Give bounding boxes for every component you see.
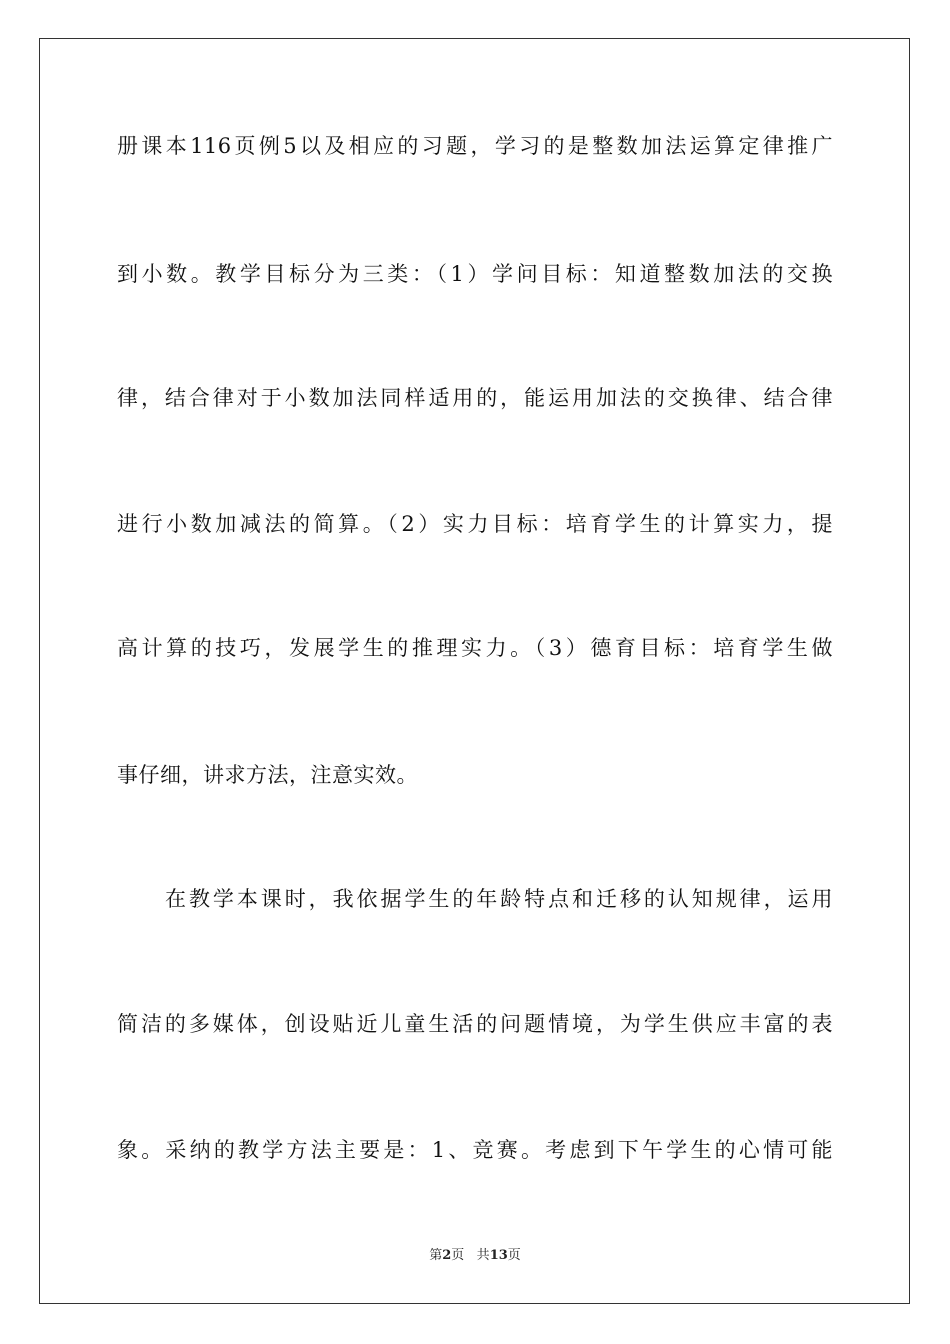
- footer-total-prefix: 共: [476, 1248, 490, 1263]
- paragraph-2-line-2: 简洁的多媒体，创设贴近儿童生活的问题情境，为学生供应丰富的表: [117, 1012, 833, 1036]
- page-border: [39, 38, 910, 1304]
- paragraph-2-line-3: 象。采纳的教学方法主要是：1、竞赛。考虑到下午学生的心情可能: [117, 1138, 833, 1162]
- body-text-line-3: 律，结合律对于小数加法同样适用的，能运用加法的交换律、结合律: [117, 386, 833, 410]
- footer-page-suffix: 页: [451, 1248, 465, 1263]
- paragraph-2-line-1: 在教学本课时，我依据学生的年龄特点和迁移的认知规律，运用: [165, 887, 833, 911]
- body-text-line-5: 高计算的技巧，发展学生的推理实力。（3）德育目标：培育学生做: [117, 636, 833, 660]
- footer-total-pages: 13: [489, 1248, 508, 1263]
- body-text-line-2: 到小数。教学目标分为三类：（1）学问目标：知道整数加法的交换: [117, 262, 833, 286]
- footer-current-page: 2: [442, 1248, 452, 1263]
- footer-total-suffix: 页: [507, 1248, 521, 1263]
- body-text-line-4: 进行小数加减法的简算。（2）实力目标：培育学生的计算实力，提: [117, 512, 833, 536]
- page-footer: [0, 1247, 950, 1265]
- body-text-line-1: 册课本116页例5以及相应的习题，学习的是整数加法运算定律推广: [117, 134, 833, 158]
- footer-page-prefix: 第: [429, 1248, 443, 1263]
- body-text-line-6: 事仔细，讲求方法，注意实效。: [117, 763, 418, 787]
